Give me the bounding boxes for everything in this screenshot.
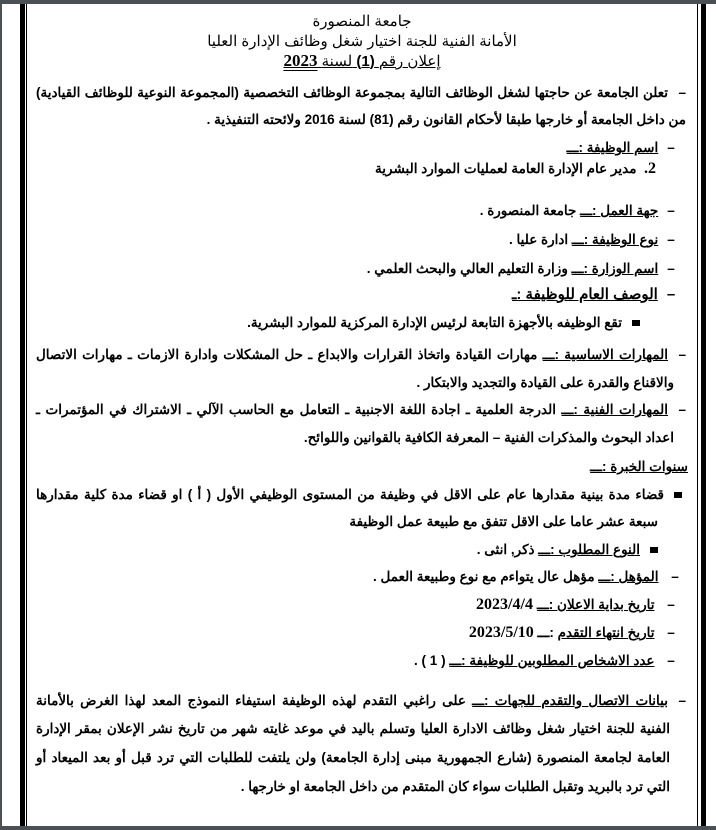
description-bullet: تقع الوظيفه بالأجهزة التابعة لرئيس الإدارة المركزية للموارد البشرية.	[36, 314, 640, 332]
start-date-row: – تاريخ بداية الاعلان :ـــ 2023/4/4	[476, 596, 675, 613]
page-border	[26, 4, 27, 826]
description-heading: – الوصف العام للوظيفة :ـ	[511, 286, 676, 303]
document-page	[2, 4, 716, 826]
contact-line-2: الفنية للجنة اختيار شغل وظائف الادارة العليا وتسلم باليد في موعد غايته شهر من تاريخ نشر الإعلان بمقر الإدارة	[36, 721, 670, 736]
announcement-prefix: إعلان رقم	[378, 53, 441, 70]
committee-name: الأمانة الفنية للجنة اختيار شغل وظائف الإدارة العليا	[207, 33, 517, 50]
intro-line-2: من داخل الجامعة أو خارجها طبقا لأحكام القانون رقم (81) لسنة 2016 ولائحته التنفيذية .	[206, 112, 686, 127]
bullet-icon	[650, 547, 658, 553]
announcement-year: 2023	[283, 51, 318, 70]
basic-skills-line-1: –المهارات الاساسية :ـــ مهارات القيادة واتخاذ القرارات والابداع ـ حل المشكلات وادارة الازمات ـ مهارات الاتصال	[36, 347, 686, 362]
university-name: جامعة المنصورة	[312, 13, 412, 30]
page-border	[20, 4, 25, 826]
field-job-type: – نوع الوظيفة :ـــ ادارة عليا .	[509, 232, 675, 247]
announcement-year-prefix: لسنة	[321, 53, 353, 70]
job-name-label: اسم الوظيفة :ـــ	[566, 140, 659, 155]
job-name-label-row: – اسم الوظيفة :ـــ	[566, 140, 675, 155]
basic-skills-line-2: والاقناع والقدرة على القيادة والتجديد والابتكار .	[416, 375, 674, 390]
field-workplace: – جهة العمل :ـــ جامعة المنصورة .	[479, 203, 675, 218]
gender-row: النوع المطلوب :ـــ ذكر, انثى .	[36, 541, 658, 559]
count-row: – عدد الاشخاص المطلوبين للوظيفة :ـــ ( 1 ) .	[414, 653, 675, 668]
contact-line-1: –بيانات الاتصال والتقدم للجهات :ـــ على راغبي التقدم لهذه الوظيفة استيفاء النموذج المعد لهذا الغرض بالأمانة	[36, 693, 687, 708]
announcement-number: (1)	[356, 53, 375, 70]
document-content	[32, 4, 692, 826]
page-border	[697, 4, 698, 826]
experience-line-1: قضاء مدة بينية مقدارها عام على الاقل في وظيفة من المستوى الوظيفي الأول ( أ ) او قضاء مدة كلية مقدارها	[36, 486, 682, 504]
bullet-icon	[674, 492, 682, 498]
experience-heading: سنوات الخبرة :ـــ	[590, 459, 688, 474]
qualification-row: – المؤهل :ـــ مؤهل عال يتواءم مع نوع وطبيعة العمل .	[373, 569, 679, 584]
intro-line-1: –تعلن الجامعة عن حاجتها لشغل الوظائف التالية بمجموعة الوظائف التخصصية (المجموعة النوعية للوظائف القيادية)	[36, 85, 686, 100]
field-ministry: – اسم الوزارة :ـــ وزارة التعليم العالي والبحث العلمي .	[366, 261, 675, 276]
bullet-icon	[632, 320, 640, 326]
announcement-title	[32, 51, 692, 71]
end-date-row: – تاريخ انتهاء التقدم :ـــ 2023/5/10	[468, 624, 675, 641]
contact-line-4: التي ترد بالبريد وتقبل الطلبات سواء كان المتقدم من داخل الجامعة او خارجها .	[240, 779, 670, 794]
technical-skills-line-2: اعداد البحوث والمذكرات الفنية – المعرفة الكافية بالقوانين واللوائح.	[303, 430, 674, 445]
technical-skills-line-1: –المهارات الفنية :ـــ الدرجة العلمية ـ اجادة اللغة الاجنبية ـ التعامل مع الحاسب الآلي ـ الاشتراك في المؤتمرات ـ	[36, 402, 686, 417]
experience-line-2: سبعة عشر عاما على الاقل تتفق مع طبيعة عمل الوظيفة	[349, 514, 658, 529]
page-border	[701, 4, 706, 826]
contact-line-3: العامة لجامعة المنصورة (شارع الجمهورية مبنى إدارة الجامعة) ولن يلتفت للطلبات التي ترد قبل أو بعد الميعاد أو	[36, 750, 670, 765]
job-name-value: 2. مدير عام الإدارة العامة لعمليات الموارد البشرية	[375, 160, 656, 177]
